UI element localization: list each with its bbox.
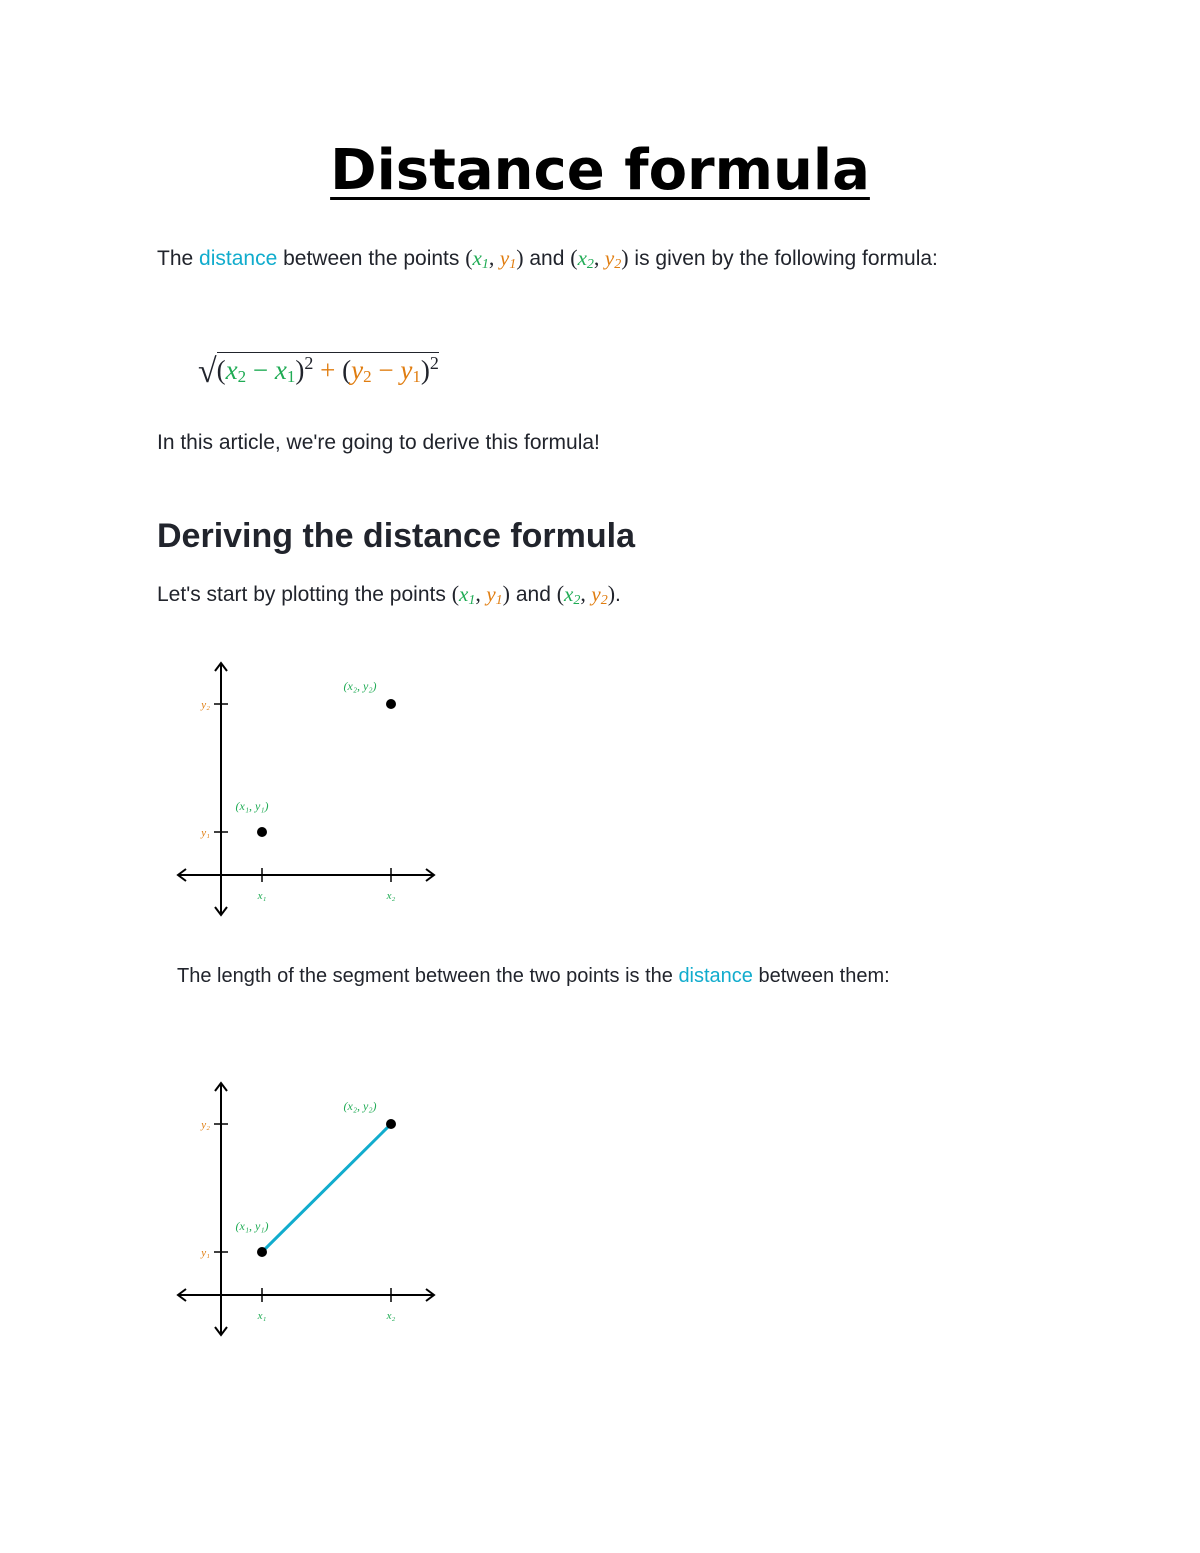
caption-text: The length of the segment between the two points is the (177, 965, 679, 987)
point-2-label: (x₂, y₂) (343, 1099, 377, 1113)
intro-text: between the points (277, 247, 466, 270)
distance-formula (198, 350, 439, 388)
page-title: Distance formula (330, 138, 870, 203)
point-2: ($x_2$, $y_2$) (570, 245, 629, 272)
point-2: ($x_2$, $y_2$) (556, 581, 616, 608)
sqrt-sign: √ (198, 353, 217, 390)
plotting-text: . (615, 583, 621, 606)
intro-text: The (157, 247, 200, 270)
points-graph (170, 655, 450, 925)
y1-tick-label: y₁ (201, 827, 210, 839)
y1-tick-label: y₁ (201, 1247, 210, 1259)
segment-caption (177, 960, 917, 992)
point-1: ($x_1$, $y_1$) (451, 581, 510, 608)
radicand: $(x_2 - x_1)^2 + (y_2 - y_1)^2$ (216, 353, 439, 386)
x2-tick-label: x₂ (386, 890, 396, 902)
point-1-marker (257, 1247, 267, 1257)
x1-tick-label: x₁ (257, 1310, 267, 1322)
distance-link[interactable]: distance (678, 965, 753, 987)
point-2-marker (386, 1119, 396, 1129)
y2-tick-label: y₂ (201, 1119, 210, 1131)
intro-text: is given by the following formula: (628, 247, 938, 270)
point-2-marker (386, 699, 396, 709)
caption-text: between them: (752, 965, 890, 987)
point-1-label: (x₁, y₁) (235, 1219, 269, 1233)
y2-tick-label: y₂ (201, 699, 210, 711)
plotting-text: Let's start by plotting the points (157, 583, 452, 606)
point-2-label: (x₂, y₂) (343, 679, 377, 693)
distance-segment (262, 1124, 391, 1252)
segment-graph (170, 1075, 450, 1345)
distance-link[interactable]: distance (199, 247, 278, 270)
plotting-text: and (510, 583, 557, 606)
intro-paragraph (157, 240, 987, 277)
plotting-paragraph (157, 576, 621, 613)
point-1-marker (257, 827, 267, 837)
point-1-label: (x₁, y₁) (235, 799, 269, 813)
point-1: ($x_1$, $y_1$) (465, 245, 524, 272)
intro-text: and (523, 247, 571, 270)
x2-tick-label: x₂ (386, 1310, 396, 1322)
article-goal-text: In this article, we're going to derive this formula! (157, 431, 600, 454)
x1-tick-label: x₁ (257, 890, 267, 902)
section-heading: Deriving the distance formula (157, 517, 635, 555)
